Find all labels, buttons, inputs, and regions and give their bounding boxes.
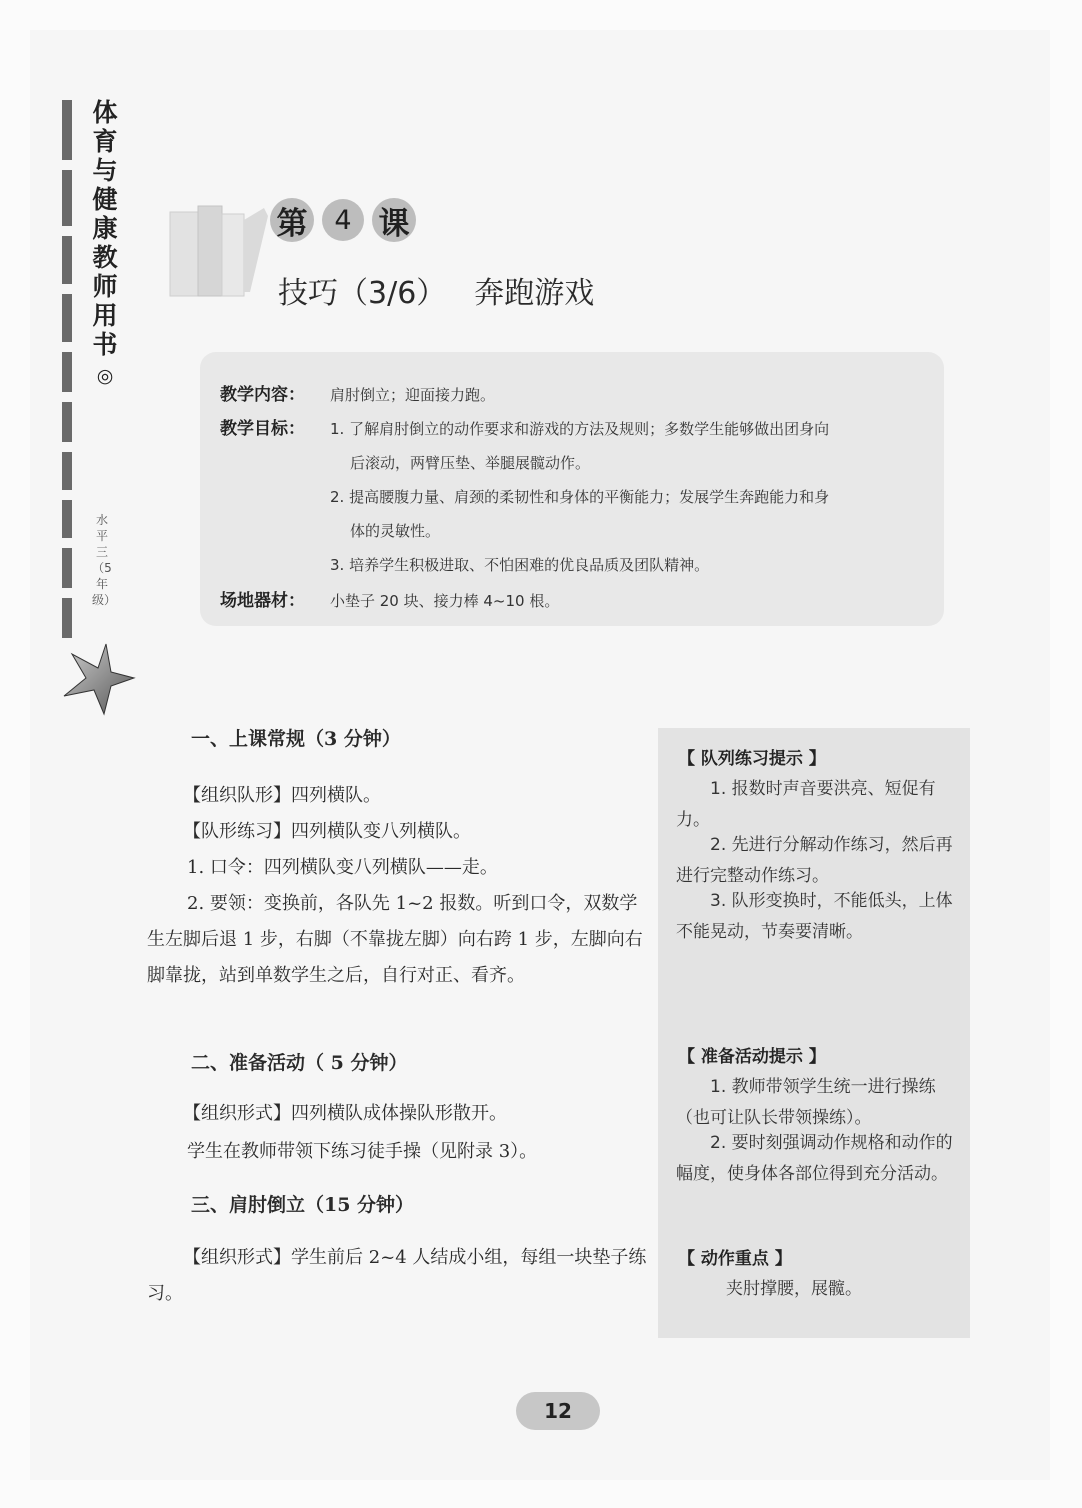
lesson-summary bbox=[200, 352, 944, 626]
lesson-title bbox=[270, 198, 416, 242]
section-2-para-1: 【组织形式】四列横队成体操队形散开。 bbox=[183, 1103, 507, 1124]
page-number: 12 bbox=[516, 1392, 600, 1430]
lesson-subtitle: 技巧（3/6） 奔跑游戏 bbox=[278, 276, 595, 311]
section-1-title: 一、上课常规（3 分钟） bbox=[191, 728, 401, 750]
goal-1-line-1: 1. 了解肩肘倒立的动作要求和游戏的方法及规则；多数学生能够做出团身向 bbox=[330, 420, 830, 438]
tip-1-item-3: 3. 队形变换时，不能低头，上体不能晃动，节奏要清晰。 bbox=[676, 891, 953, 942]
books-icon bbox=[168, 200, 268, 300]
lesson-prefix: 第 bbox=[270, 198, 314, 242]
content-text: 肩肘倒立；迎面接力跑。 bbox=[330, 386, 496, 404]
equipment-label: 场地器材： bbox=[220, 591, 305, 611]
book-title: 体育与健康教师用书 ◎ bbox=[92, 98, 118, 387]
tip-3-item-1: 夹肘撑腰，展髋。 bbox=[726, 1279, 862, 1299]
goal-3: 3. 培养学生积极进取、不怕困难的优良品质及团队精神。 bbox=[330, 556, 710, 574]
tip-1-item-1: 1. 报数时声音要洪亮、短促有力。 bbox=[676, 779, 936, 830]
goal-2-line-2: 体的灵敏性。 bbox=[350, 522, 441, 540]
circle-mark: ◎ bbox=[96, 365, 114, 387]
section-2-title: 二、准备活动（ 5 分钟） bbox=[191, 1052, 408, 1074]
tip-2-title: 【 准备活动提示 】 bbox=[678, 1047, 826, 1067]
tips-sidebar bbox=[658, 728, 970, 1338]
tip-1-item-2: 2. 先进行分解动作练习，然后再进行完整动作练习。 bbox=[676, 835, 953, 886]
section-1-para-4: 2. 要领：变换前，各队先 1~2 报数。听到口令，双数学生左脚后退 1 步，右脚（不靠拢左脚）向右跨 1 步，左脚向右脚靠拢，站到单数学生之后，自行对正、看齐。 bbox=[147, 893, 643, 986]
star-icon bbox=[58, 640, 136, 718]
section-3-title: 三、肩肘倒立（15 分钟） bbox=[191, 1194, 415, 1216]
section-1-para-2: 【队形练习】四列横队变八列横队。 bbox=[183, 821, 471, 842]
section-1-para-3: 1. 口令：四列横队变八列横队——走。 bbox=[187, 857, 498, 878]
tip-2-item-1: 1. 教师带领学生统一进行操练（也可让队长带领操练）。 bbox=[676, 1077, 936, 1128]
grade-level: 水平三（5年级） bbox=[92, 513, 117, 607]
goal-1-line-2: 后滚动，两臂压垫、举腿展髋动作。 bbox=[350, 454, 591, 472]
section-3-para-1: 【组织形式】学生前后 2~4 人结成小组，每组一块垫子练习。 bbox=[147, 1247, 647, 1304]
lesson-number: 4 bbox=[322, 199, 364, 241]
lesson-suffix: 课 bbox=[372, 198, 416, 242]
tip-2-item-2: 2. 要时刻强调动作规格和动作的幅度，使身体各部位得到充分活动。 bbox=[676, 1133, 953, 1184]
content-label: 教学内容： bbox=[220, 385, 305, 405]
tip-1-title: 【 队列练习提示 】 bbox=[678, 749, 826, 769]
goal-2-line-1: 2. 提高腰腹力量、肩颈的柔韧性和身体的平衡能力；发展学生奔跑能力和身 bbox=[330, 488, 830, 506]
tip-3-title: 【 动作重点 】 bbox=[678, 1249, 792, 1269]
goals-label: 教学目标： bbox=[220, 419, 305, 439]
section-2-para-2: 学生在教师带领下练习徒手操（见附录 3）。 bbox=[187, 1141, 538, 1162]
side-strip bbox=[62, 100, 72, 640]
equipment-text: 小垫子 20 块、接力棒 4~10 根。 bbox=[330, 592, 560, 610]
section-1-para-1: 【组织队形】四列横队。 bbox=[183, 785, 381, 806]
